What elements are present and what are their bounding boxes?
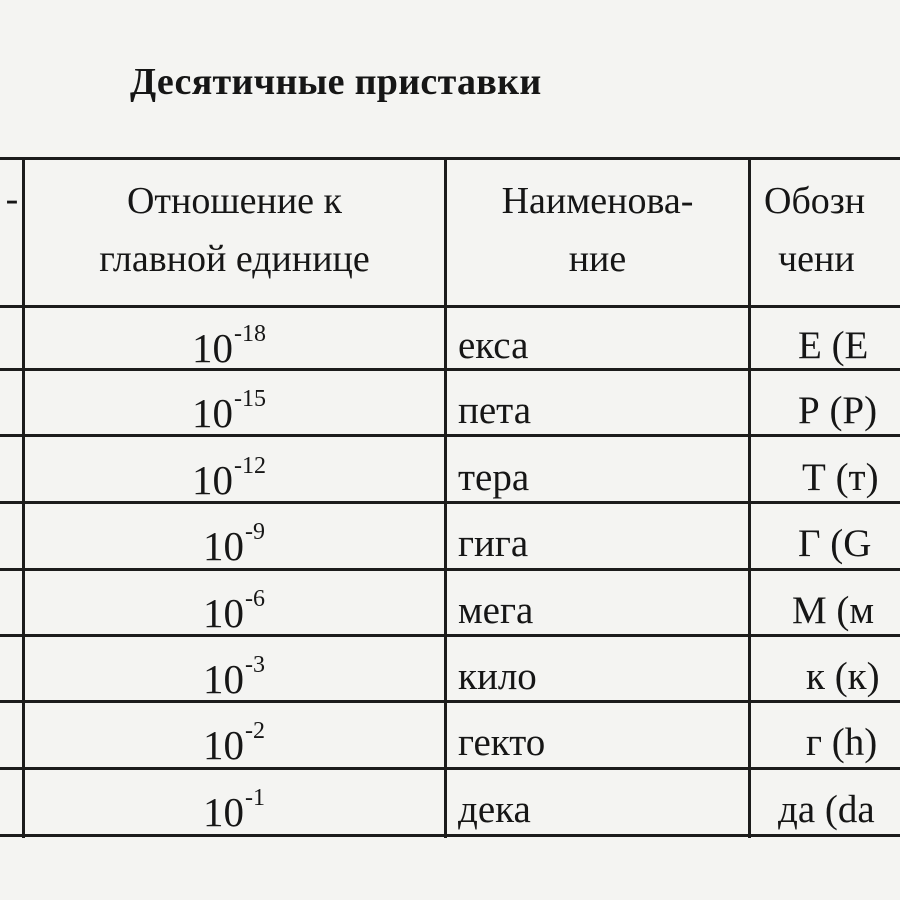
table-rule [0, 834, 900, 837]
header-symbol [764, 172, 865, 288]
ratio-exponent: -1 [245, 785, 265, 811]
ratio-cell [203, 652, 265, 703]
header-ratio [25, 172, 444, 288]
prefix-symbol: г (h) [806, 721, 878, 764]
ratio-base: 10 [192, 325, 233, 371]
prefix-symbol: Т (т) [802, 456, 879, 499]
table-rule [0, 767, 900, 770]
prefix-name: кило [458, 655, 537, 698]
prefix-name: тера [458, 456, 530, 499]
prefix-name: екса [458, 324, 529, 367]
ratio-exponent: -2 [245, 718, 265, 744]
header-name-line1: Наименова- [501, 180, 694, 222]
prefix-symbol: Г (G [798, 522, 872, 565]
ratio-exponent: -12 [234, 453, 266, 479]
ratio-cell [203, 519, 265, 570]
header-name-line2: ние [568, 238, 627, 280]
table-rule [0, 568, 900, 571]
table-rule [0, 368, 900, 371]
prefix-symbol: к (к) [806, 655, 880, 698]
ratio-cell [203, 785, 265, 836]
table-rule [0, 700, 900, 703]
prefix-name: дека [458, 788, 531, 831]
ratio-cell [203, 586, 265, 637]
table-rule [0, 634, 900, 637]
prefix-name: мега [458, 589, 534, 632]
prefix-symbol: М (м [792, 589, 875, 632]
header-symbol-line2: чени [778, 238, 855, 280]
prefix-name: гига [458, 522, 529, 565]
ratio-base: 10 [203, 590, 244, 636]
prefix-symbol: да (da [778, 788, 875, 831]
table-rule [0, 501, 900, 504]
ratio-base: 10 [192, 457, 233, 503]
ratio-exponent: -15 [234, 386, 266, 412]
table-rule [0, 434, 900, 437]
ratio-exponent: -18 [234, 321, 266, 347]
ratio-exponent: -6 [245, 586, 265, 612]
table-rule [0, 305, 900, 308]
prefix-symbol: Е (E [798, 324, 869, 367]
ratio-base: 10 [203, 722, 244, 768]
header-name [447, 172, 748, 288]
header-col0-fragment: - [5, 178, 19, 220]
ratio-exponent: -9 [245, 519, 265, 545]
page-title: Десятичные приставки [130, 61, 542, 103]
ratio-cell [192, 386, 266, 437]
header-symbol-line1: Обозн [764, 180, 866, 222]
ratio-base: 10 [203, 523, 244, 569]
table-rule [748, 158, 751, 838]
table-rule [0, 157, 900, 160]
ratio-exponent: -3 [245, 652, 265, 678]
prefix-name: пета [458, 389, 532, 432]
ratio-base: 10 [192, 390, 233, 436]
ratio-cell [192, 321, 266, 372]
header-ratio-line2: главной единице [99, 238, 370, 280]
ratio-base: 10 [203, 789, 244, 835]
prefix-name: гекто [458, 721, 546, 764]
ratio-cell [203, 718, 265, 769]
ratio-base: 10 [203, 656, 244, 702]
header-ratio-line1: Отношение к [126, 180, 342, 222]
ratio-cell [192, 453, 266, 504]
prefix-symbol: Р (P) [798, 389, 878, 432]
